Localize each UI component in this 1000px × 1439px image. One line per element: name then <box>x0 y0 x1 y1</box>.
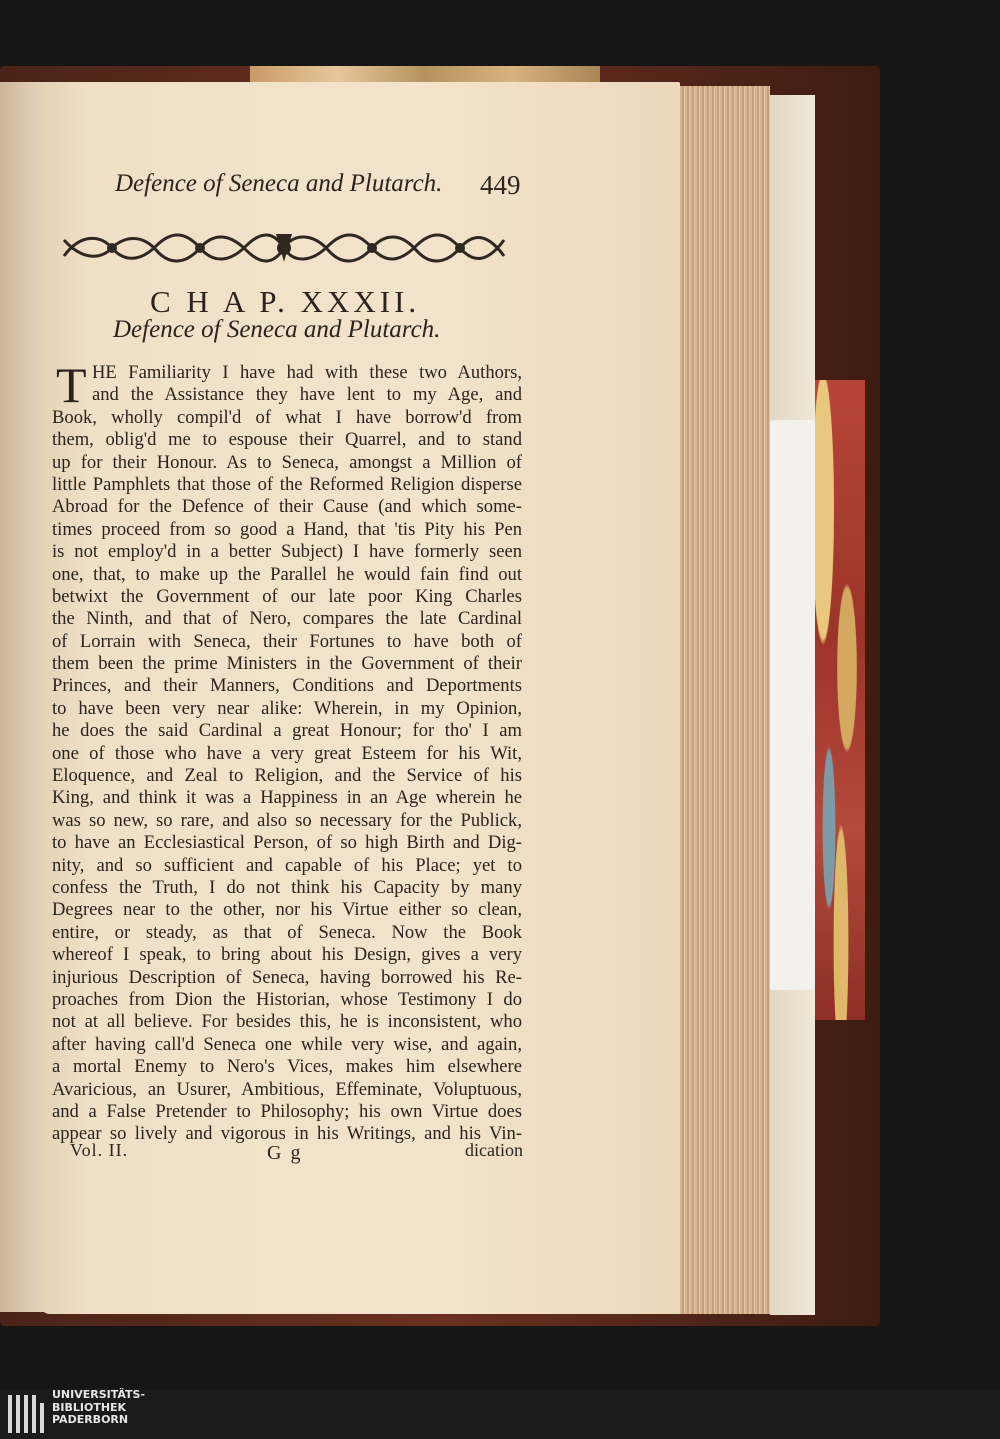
text-line: and a False Pretender to Philosophy; his own Virtue does <box>52 1100 522 1122</box>
text-line: was so new, so rare, and also so necessary for the Publick, <box>52 809 522 831</box>
text-line: Degrees near to the other, nor his Virtue either so clean, <box>52 899 522 921</box>
drop-cap: T <box>56 357 87 413</box>
text-line: Princes, and their Manners, Conditions and Deportments <box>52 675 522 697</box>
running-title: Defence of Seneca and Plutarch. <box>115 170 443 197</box>
text-line: Book, wholly compil'd of what I have borrow'd from <box>52 406 522 428</box>
text-line: is not employ'd in a better Subject) I have formerly seen <box>52 541 522 563</box>
text-line: one of those who have a very great Esteem for his Wit, <box>52 742 522 764</box>
text-line: nity, and so sufficient and capable of his Place; yet to <box>52 854 522 876</box>
text-line: the Ninth, and that of Nero, compares the late Cardinal <box>52 608 522 630</box>
text-line: appear so lively and vigorous in his Writings, and his Vin- <box>52 1123 522 1145</box>
chapter-heading: C H A P. XXXII. <box>150 284 421 319</box>
signature-mark: G g <box>267 1142 303 1164</box>
page-number: 449 <box>480 170 521 200</box>
text-line: King, and think it was a Happiness in an Age wherein he <box>52 787 522 809</box>
paper-slip <box>770 420 815 990</box>
volume-label: Vol. II. <box>70 1140 129 1160</box>
text-line: he does the said Cardinal a great Honour; for tho' I am <box>52 720 522 742</box>
library-line-2: BIBLIOTHEK <box>52 1400 127 1414</box>
text-line: whereof I speak, to bring about his Design, gives a very <box>52 944 522 966</box>
library-logo-icon <box>8 1395 46 1433</box>
text-line: Eloquence, and Zeal to Religion, and the Service of his <box>52 765 522 787</box>
library-name <box>52 1389 145 1427</box>
text-line: HE Familiarity I have had with these two Authors, <box>92 362 522 383</box>
chapter-title: Defence of Seneca and Plutarch. <box>113 316 441 343</box>
text-line: betwixt the Government of our late poor King Charles <box>52 585 522 607</box>
catchword: dication <box>465 1140 523 1160</box>
text-line: them been the prime Ministers in the Government of their <box>52 653 522 675</box>
text-line: up for their Honour. As to Seneca, amongst a Million of <box>52 451 522 473</box>
text-line: proaches from Dion the Historian, whose Testimony I do <box>52 988 522 1010</box>
text-line: and the Assistance they have lent to my Age, and <box>92 384 522 406</box>
library-line-3: PADERBORN <box>52 1413 129 1426</box>
text-line: injurious Description of Seneca, having borrowed his Re- <box>52 966 522 988</box>
text-line: Avaricious, an Usurer, Ambitious, Effeminate, Voluptuous, <box>52 1078 522 1100</box>
library-footer <box>0 1389 1000 1439</box>
text-line: to have been very near alike: Wherein, in my Opinion, <box>52 697 522 719</box>
text-line: one, that, to make up the Parallel he would fain find out <box>52 563 522 585</box>
text-line: of Lorrain with Seneca, their Fortunes to have both of <box>52 630 522 652</box>
page-fore-edge <box>675 86 770 1314</box>
library-line-1: UNIVERSITÄTS- <box>52 1388 146 1401</box>
text-line: a mortal Enemy to Nero's Vices, makes him elsewhere <box>52 1056 522 1078</box>
text-line: not at all believe. For besides this, he is inconsistent, who <box>52 1011 522 1033</box>
text-line: little Pamphlets that those of the Reformed Religion disperse <box>52 473 522 495</box>
text-line: to have an Ecclesiastical Person, of so high Birth and Dig- <box>52 832 522 854</box>
text-line: Abroad for the Defence of their Cause (and which some- <box>52 496 522 518</box>
text-line: them, oblig'd me to espouse their Quarrel, and to stand <box>52 429 522 451</box>
body-text <box>52 357 522 1146</box>
text-line: times proceed from so good a Hand, that 'tis Pity his Pen <box>52 518 522 540</box>
text-line: confess the Truth, I do not think his Capacity by many <box>52 876 522 898</box>
text-line: after having call'd Seneca one while very wise, and again, <box>52 1033 522 1055</box>
text-line: entire, or steady, as that of Seneca. Now the Book <box>52 921 522 943</box>
ornament-band-icon <box>60 226 508 270</box>
